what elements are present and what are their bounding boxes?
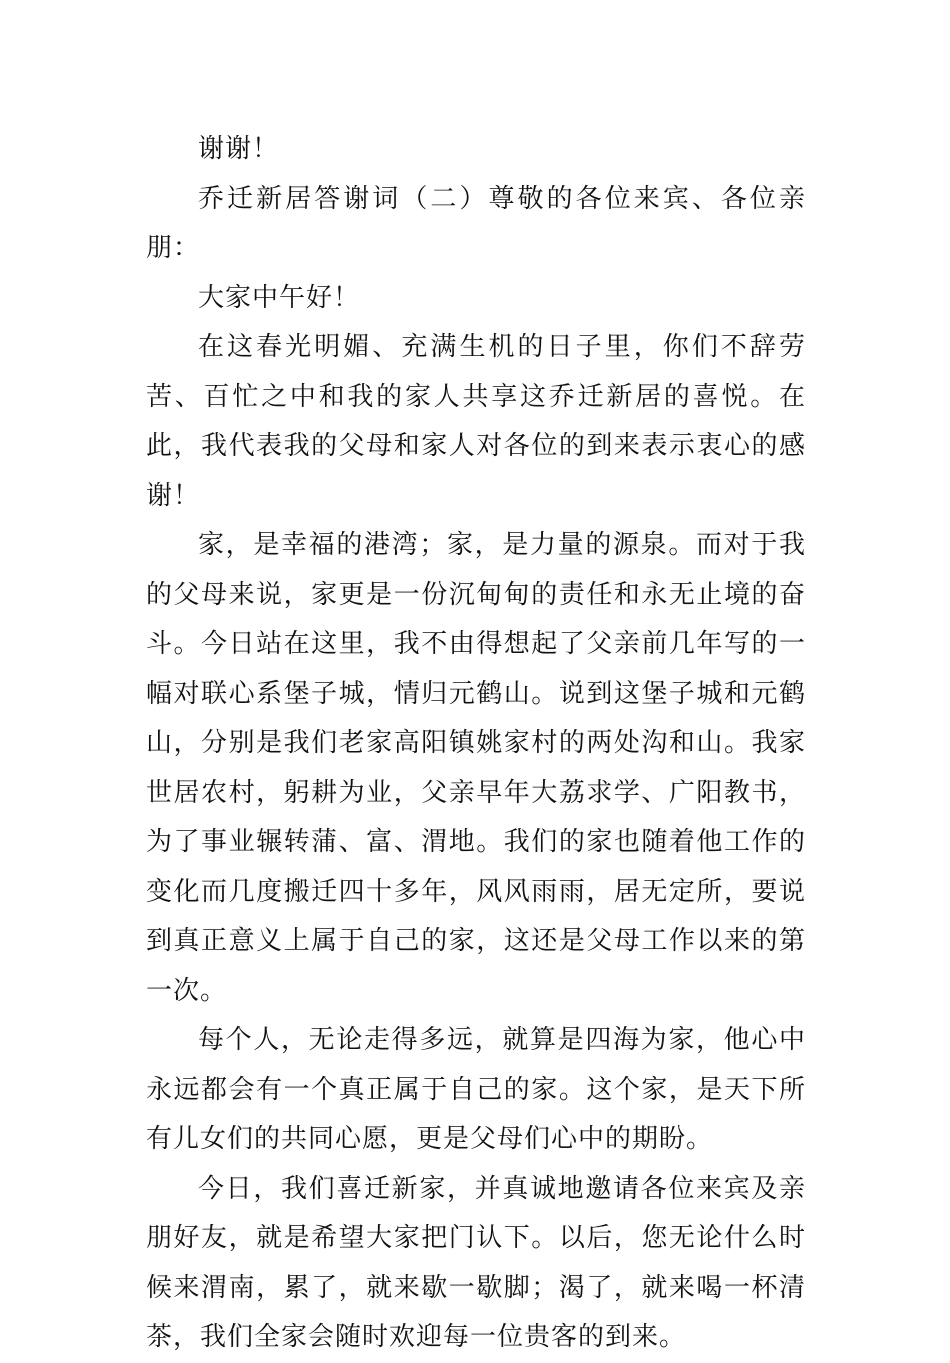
paragraph-welcome: 在这春光明媚、充满生机的日子里，你们不辞劳苦、百忙之中和我的家人共享这乔迁新居的喜悦。在此，我代表我的父母和家人对各位的到来表示衷心的感谢！	[146, 332, 806, 511]
paragraph-invitation: 今日，我们喜迁新家，并真诚地邀请各位来宾及亲朋好友，就是希望大家把门认下。以后，您无论什么时候来渭南，累了，就来歇一歇脚；渴了，就来喝一杯清茶，我们全家会随时欢迎每一位贵客的到来。	[146, 1173, 806, 1352]
greeting: 大家中午好！	[198, 282, 361, 313]
closing-thanks: 谢谢！	[198, 134, 280, 164]
document-page	[146, 125, 806, 1363]
paragraph-family-history: 家，是幸福的港湾；家，是力量的源泉。而对于我的父母来说，家更是一份沉甸甸的责任和永无止境的奋斗。今日站在这里，我不由得想起了父亲前几年写的一幅对联心系堡子城，情归元鹤山。说到这堡子城和元鹤山，分别是我们老家高阳镇姚家村的两处沟和山。我家世居农村，躬耕为业，父亲早年大荔求学、广阳教书，为了事业辗转蒲、富、渭地。我们的家也随着他工作的变化而几度搬迁四十多年，风风雨雨，居无定所，要说到真正意义上属于自己的家，这还是父母工作以来的第一次。	[146, 530, 806, 1006]
paragraph-home-meaning: 每个人，无论走得多远，就算是四海为家，他心中永远都会有一个真正属于自己的家。这个家，是天下所有儿女们的共同心愿，更是父母们心中的期盼。	[146, 1025, 806, 1154]
speech-title: 乔迁新居答谢词（二）尊敬的各位来宾、各位亲朋：	[146, 183, 806, 263]
